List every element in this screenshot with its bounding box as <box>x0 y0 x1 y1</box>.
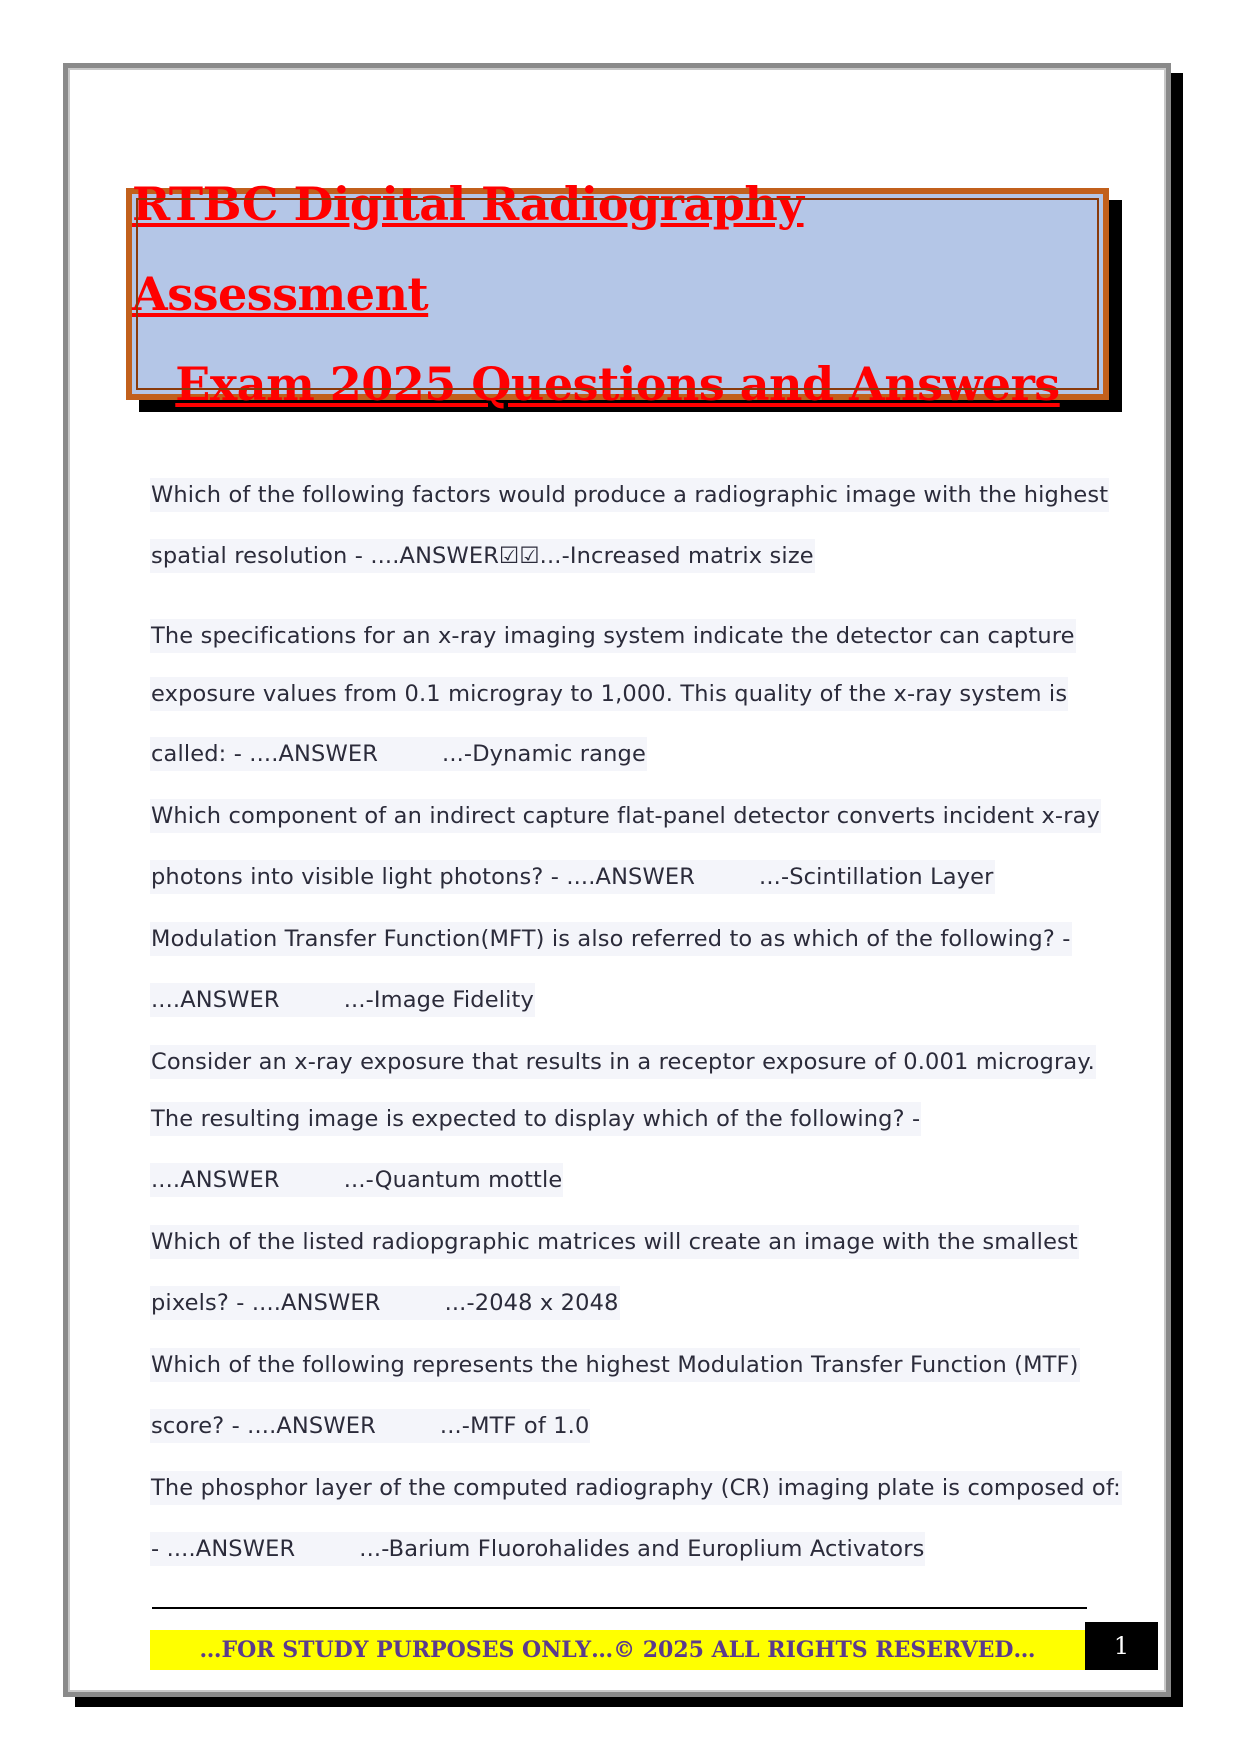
qa-line: The phosphor layer of the computed radiography (CR) imaging plate is composed of: <box>150 1471 1122 1505</box>
qa-line: Which component of an indirect capture flat-panel detector converts incident x-ray <box>150 799 1101 833</box>
qa-line: - ....ANSWER ...-Barium Fluorohalides and Europlium Activators <box>150 1532 925 1566</box>
qa-line: called: - ....ANSWER ...-Dynamic range <box>150 737 647 771</box>
qa-line: photons into visible light photons? - ....ANSWER ...-Scintillation Layer <box>150 860 995 894</box>
qa-line: The resulting image is expected to display which of the following? - <box>150 1102 921 1136</box>
qa-line: Modulation Transfer Function(MFT) is also referred to as which of the following? - <box>150 922 1072 956</box>
title-line-1: RTBC Digital Radiography Assessment <box>132 177 804 321</box>
qa-line: exposure values from 0.1 microgray to 1,000. This quality of the x-ray system is <box>150 677 1068 711</box>
qa-line: The specifications for an x-ray imaging system indicate the detector can capture <box>150 619 1076 653</box>
footer-band <box>150 1630 1085 1670</box>
title-box <box>126 177 1109 411</box>
qa-line: Which of the following factors would produce a radiographic image with the highest <box>150 478 1109 512</box>
qa-line: Consider an x-ray exposure that results in a receptor exposure of 0.001 microgray. <box>150 1045 1096 1079</box>
qa-line: spatial resolution - ....ANSWER☑☑...-Increased matrix size <box>150 539 815 573</box>
qa-line: ....ANSWER ...-Image Fidelity <box>150 983 535 1017</box>
qa-line: Which of the following represents the highest Modulation Transfer Function (MTF) <box>150 1348 1080 1382</box>
title-line-2: Exam 2025 Questions and Answers <box>175 357 1060 411</box>
footer-rule <box>152 1607 1087 1609</box>
page-number: 1 <box>1085 1622 1158 1670</box>
footer-text: …FOR STUDY PURPOSES ONLY…© 2025 ALL RIGHTS RESERVED… <box>199 1637 1036 1663</box>
qa-line: score? - ....ANSWER ...-MTF of 1.0 <box>150 1409 590 1443</box>
qa-line: pixels? - ....ANSWER ...-2048 x 2048 <box>150 1286 620 1320</box>
qa-line: ....ANSWER ...-Quantum mottle <box>150 1163 563 1197</box>
qa-line: Which of the listed radiopgraphic matrices will create an image with the smallest <box>150 1225 1079 1259</box>
